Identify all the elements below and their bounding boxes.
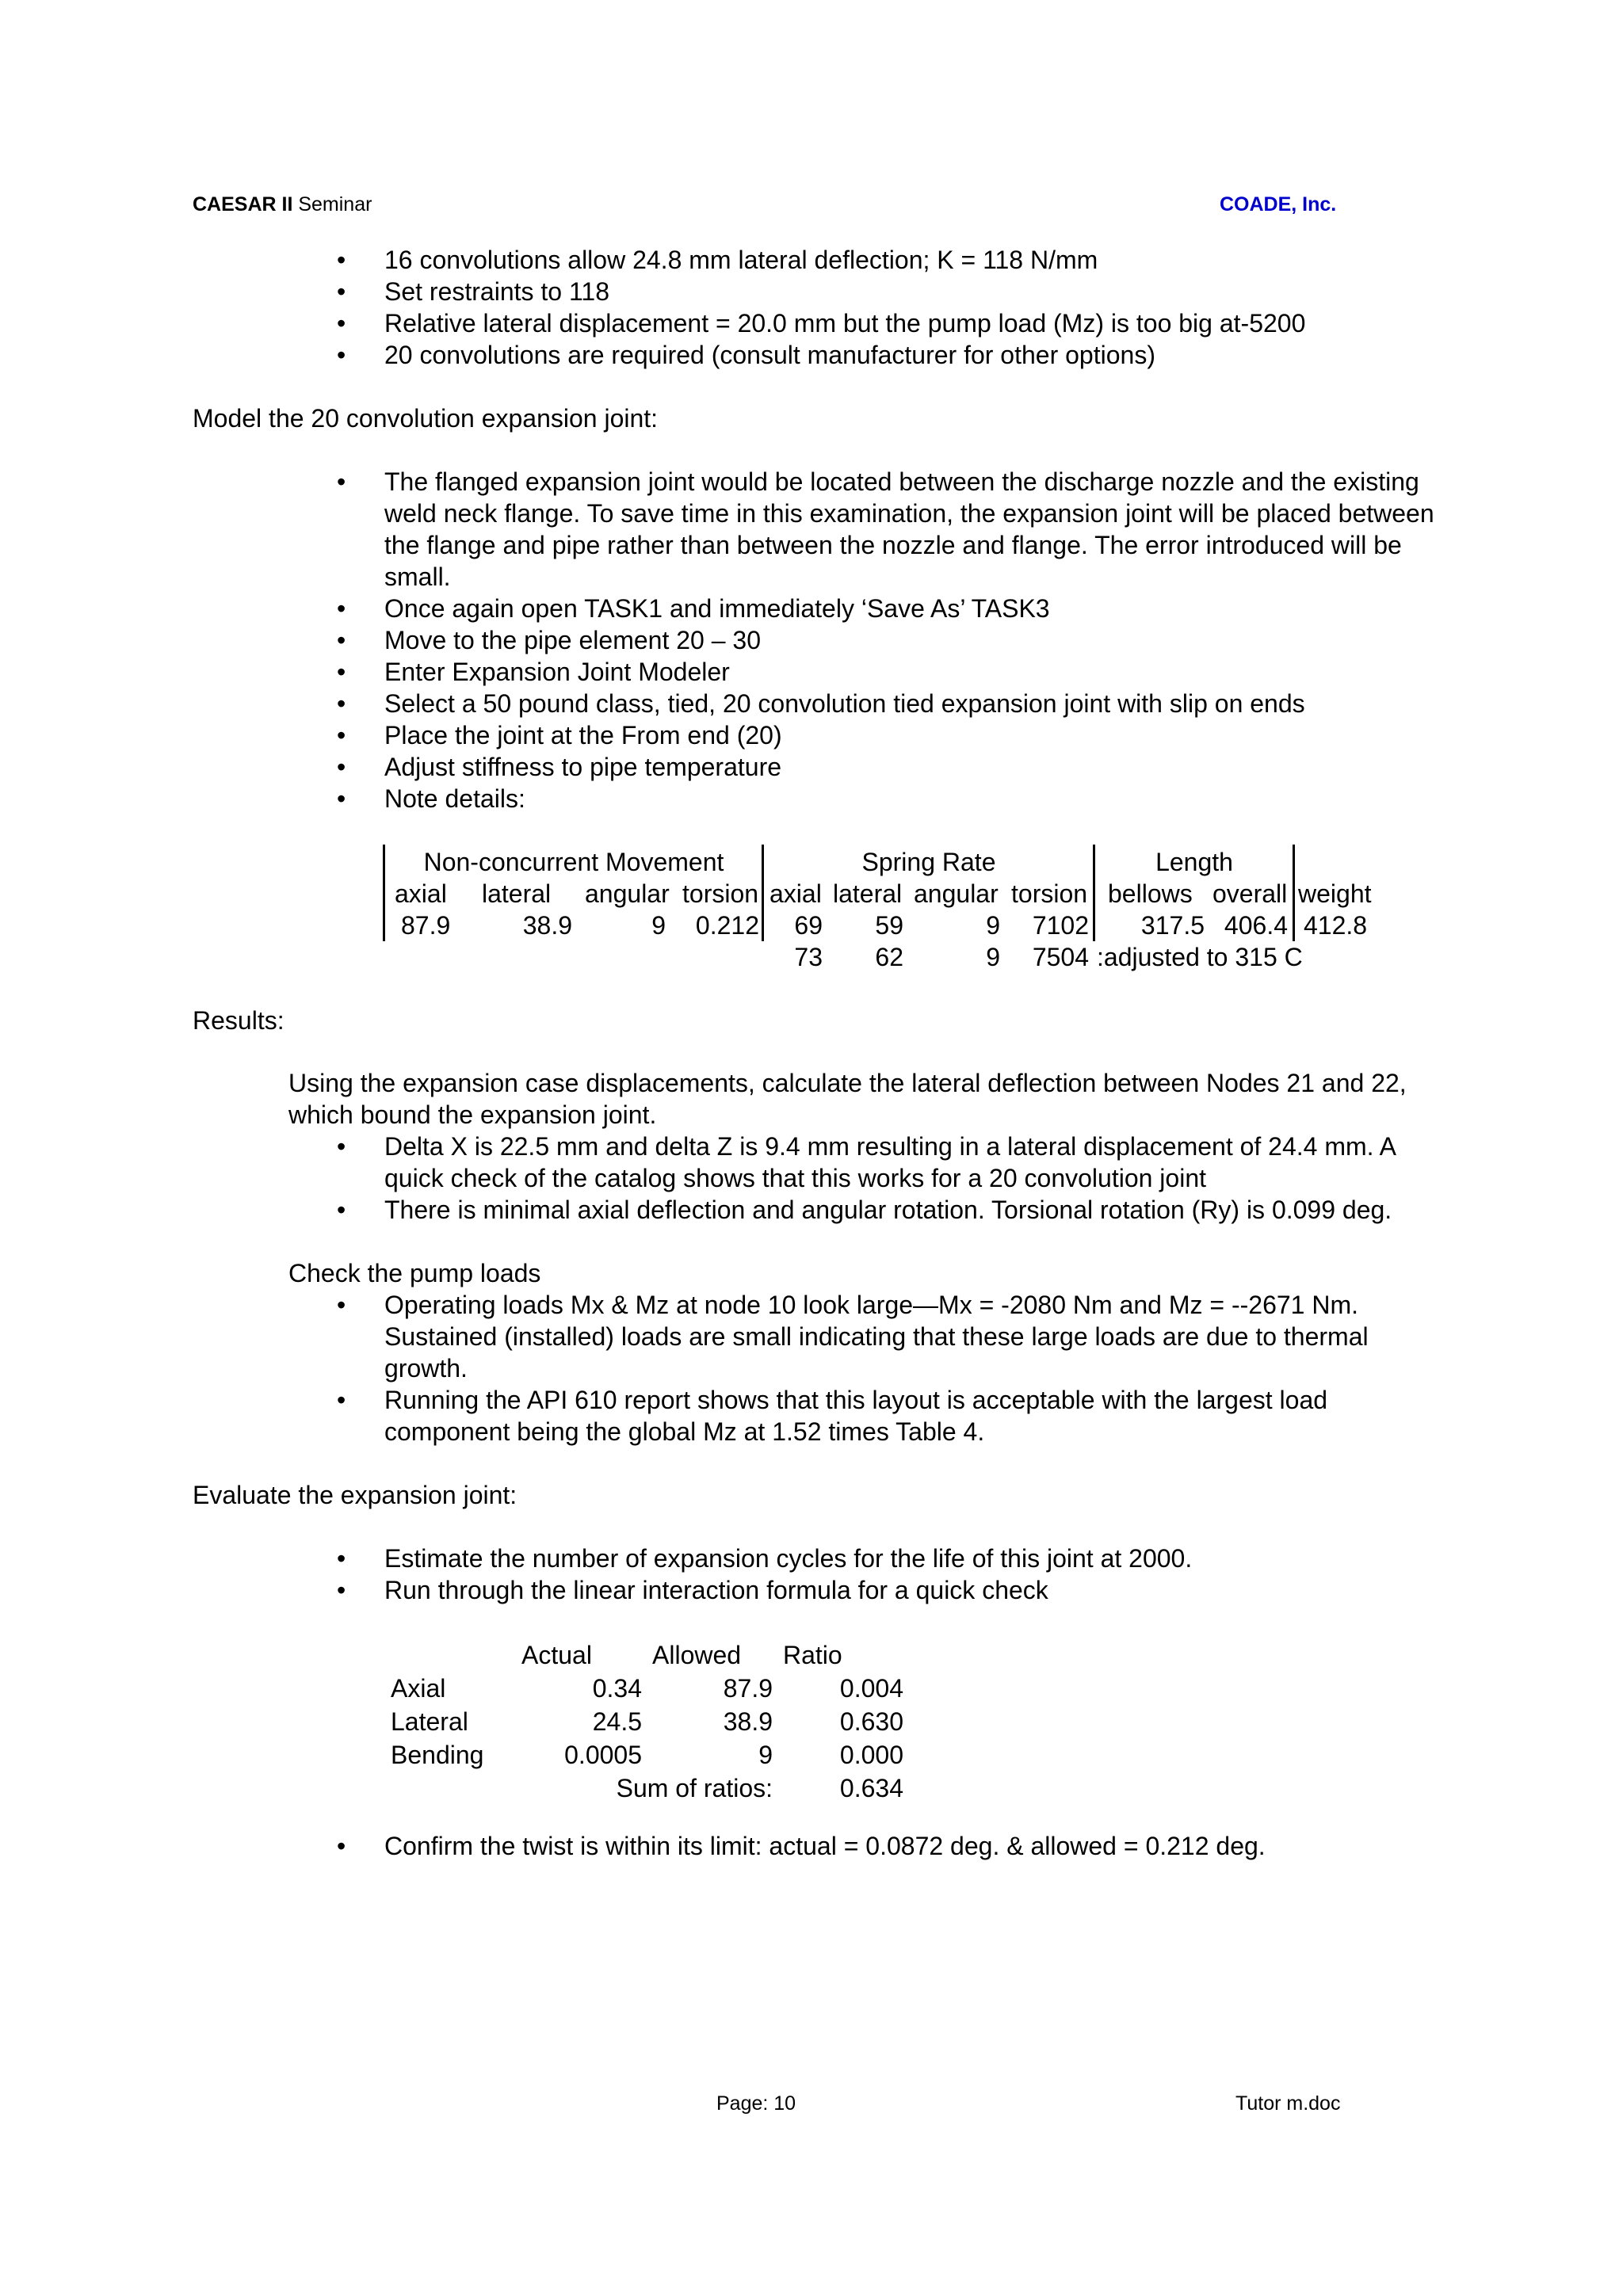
- results-bullet-list: [337, 1131, 1446, 1226]
- col-header: angular: [914, 879, 999, 908]
- results-heading: Results:: [193, 1006, 285, 1035]
- table-cell: 24.5: [592, 1707, 642, 1736]
- list-item: • 20 convolutions are required (consult manufacturer for other options): [337, 339, 1446, 371]
- table-cell: 59: [875, 911, 903, 940]
- list-item: • Place the joint at the From end (20): [337, 719, 1446, 751]
- col-header: lateral: [482, 879, 552, 908]
- list-item: • The flanged expansion joint would be located between the discharge nozzle and the existing weld neck flange. To save time in this examination, the expansion joint will be placed between the flange and pipe rather than between the nozzle and flange. The error introduced will be small.: [337, 466, 1446, 593]
- table-cell: 69: [794, 911, 823, 940]
- header-company: COADE, Inc.: [1220, 193, 1337, 215]
- list-item: • Once again open TASK1 and immediately ‘Save As’ TASK3: [337, 593, 1446, 624]
- row-label: Axial: [391, 1674, 446, 1703]
- list-item: • Delta X is 22.5 mm and delta Z is 9.4 mm resulting in a lateral displacement of 24.4 mm. A quick check of the catalog shows that this works for a 20 convolution joint: [337, 1131, 1446, 1194]
- list-item: • Move to the pipe element 20 – 30: [337, 624, 1446, 656]
- table-cell: 87.9: [401, 911, 451, 940]
- row-label: Lateral: [391, 1707, 468, 1736]
- table-cell: 7102: [1032, 911, 1089, 940]
- table-cell: 9: [651, 911, 666, 940]
- table-cell: 87.9: [723, 1674, 773, 1703]
- model-heading: Model the 20 convolution expansion joint:: [193, 404, 659, 433]
- col-header: lateral: [833, 879, 903, 908]
- table-cell: 38.9: [522, 911, 572, 940]
- col-header: axial: [769, 879, 822, 908]
- group-header-length: Length: [1155, 848, 1233, 876]
- table-cell: 9: [758, 1741, 773, 1769]
- pump-heading: Check the pump loads: [288, 1259, 541, 1287]
- list-item: • Enter Expansion Joint Modeler: [337, 656, 1446, 688]
- row-label: Bending: [391, 1741, 484, 1769]
- col-header: torsion: [1011, 879, 1088, 908]
- page-number: Page: 10: [716, 2092, 796, 2115]
- col-header: overall: [1212, 879, 1288, 908]
- table-divider: [1093, 845, 1095, 941]
- table-divider: [383, 845, 385, 941]
- results-intro: Using the expansion case displacements, calculate the lateral deflection between Nodes 21 and 22, which bound the expansion joint.: [288, 1069, 1407, 1129]
- col-header: angular: [585, 879, 670, 908]
- list-item: • Estimate the number of expansion cycles for the life of this joint at 2000.: [337, 1543, 1446, 1574]
- col-header: bellows: [1108, 879, 1193, 908]
- top-bullet-list: [337, 244, 1446, 371]
- evaluate-heading: Evaluate the expansion joint:: [193, 1481, 517, 1509]
- header-seminar: Seminar: [292, 193, 372, 215]
- list-item: • Note details:: [337, 783, 1446, 814]
- table-cell: 9: [986, 911, 1000, 940]
- table-cell: 9: [986, 943, 1000, 971]
- table-cell: 0.630: [839, 1707, 903, 1736]
- list-item: • There is minimal axial deflection and angular rotation. Torsional rotation (Ry) is 0.099 deg.: [337, 1194, 1446, 1226]
- sum-label: Sum of ratios:: [616, 1774, 773, 1802]
- header-left: [193, 193, 372, 216]
- list-item: • Select a 50 pound class, tied, 20 convolution tied expansion joint with slip on ends: [337, 688, 1446, 719]
- list-item: • Relative lateral displacement = 20.0 mm but the pump load (Mz) is too big at-5200: [337, 307, 1446, 339]
- col-header: weight: [1298, 879, 1372, 908]
- group-header-movement: Non-concurrent Movement: [423, 848, 724, 876]
- header-product: CAESAR II: [193, 193, 293, 215]
- table-cell: 0.0005: [564, 1741, 642, 1769]
- list-item: • 16 convolutions allow 24.8 mm lateral deflection; K = 118 N/mm: [337, 244, 1446, 276]
- list-item: • Set restraints to 118: [337, 276, 1446, 307]
- table-cell: 0.004: [839, 1674, 903, 1703]
- adjusted-note: :adjusted to 315 C: [1097, 943, 1303, 971]
- list-item: • Running the API 610 report shows that this layout is acceptable with the largest load component being the global Mz at 1.52 times Table 4.: [337, 1384, 1446, 1447]
- col-header: Actual: [521, 1641, 592, 1669]
- list-item: • Adjust stiffness to pipe temperature: [337, 751, 1446, 783]
- col-header: Ratio: [783, 1641, 842, 1669]
- col-header: torsion: [682, 879, 759, 908]
- table-cell: 0.212: [695, 911, 759, 940]
- table-divider: [762, 845, 764, 941]
- table-cell: 62: [875, 943, 903, 971]
- table-cell: 7504: [1032, 943, 1089, 971]
- table-cell: 38.9: [723, 1707, 773, 1736]
- table-cell: 0.34: [592, 1674, 642, 1703]
- evaluate-bullet-list: [337, 1543, 1446, 1606]
- table-cell: 406.4: [1224, 911, 1288, 940]
- table-cell: 0.000: [839, 1741, 903, 1769]
- col-header: Allowed: [652, 1641, 742, 1669]
- table-cell: 412.8: [1304, 911, 1368, 940]
- table-cell: 317.5: [1140, 911, 1205, 940]
- list-item: • Operating loads Mx & Mz at node 10 look large—Mx = -2080 Nm and Mz = --2671 Nm. Sustained (installed) loads are small indicating that these large loads are due to thermal growth.: [337, 1289, 1446, 1384]
- sum-value: 0.634: [839, 1774, 903, 1802]
- final-bullet-list: [337, 1830, 1446, 1862]
- group-header-spring-rate: Spring Rate: [861, 848, 996, 876]
- list-item: • Confirm the twist is within its limit: actual = 0.0872 deg. & allowed = 0.212 deg.: [337, 1830, 1446, 1862]
- list-item: • Run through the linear interaction formula for a quick check: [337, 1574, 1446, 1606]
- footer-filename: Tutor m.doc: [1235, 2092, 1341, 2115]
- table-cell: 73: [794, 943, 823, 971]
- model-bullet-list: [337, 466, 1446, 814]
- pump-bullet-list: [337, 1289, 1446, 1447]
- table-divider: [1293, 845, 1295, 941]
- col-header: axial: [395, 879, 447, 908]
